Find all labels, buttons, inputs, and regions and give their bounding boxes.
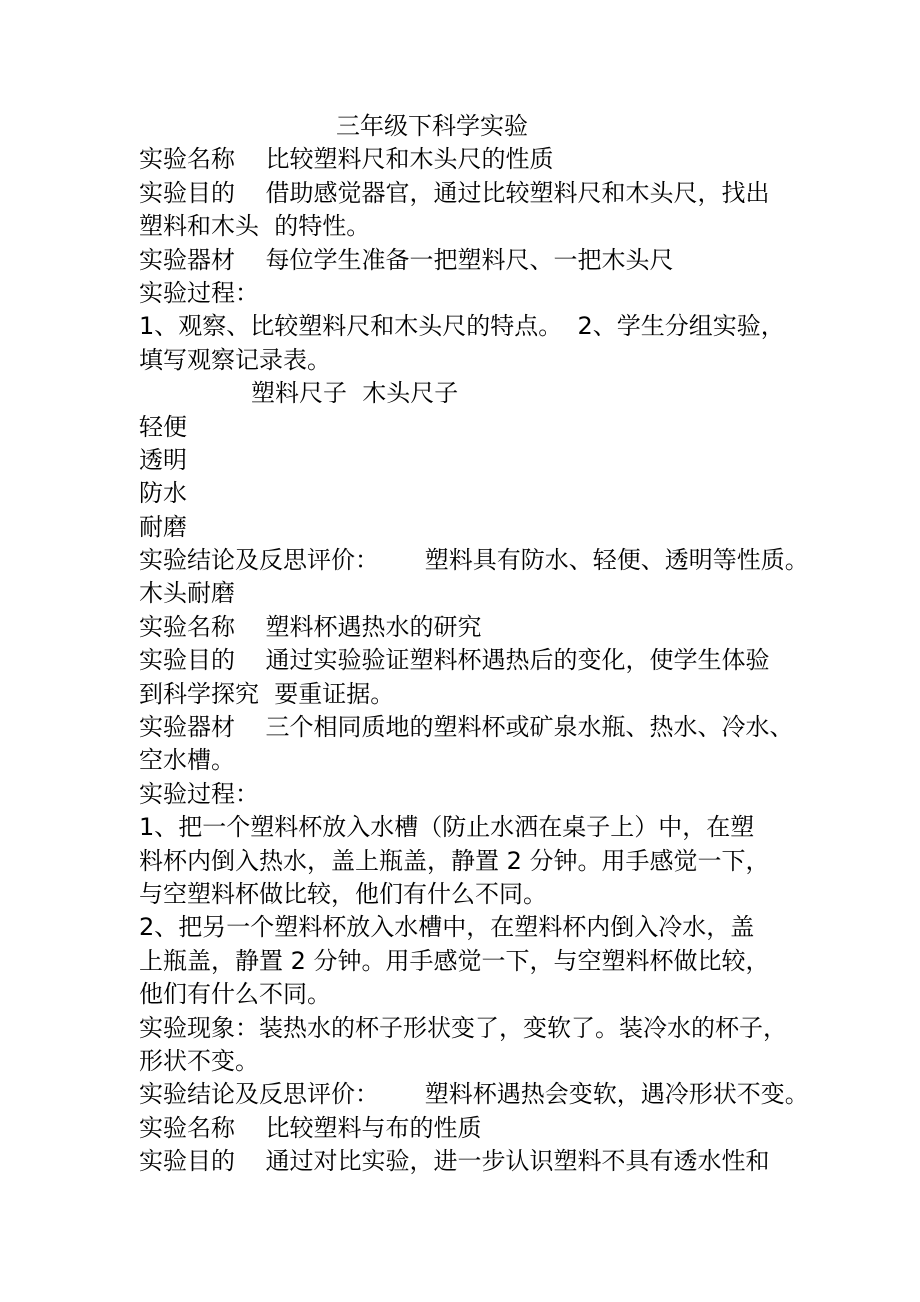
process-step-line: 1、把一个塑料杯放入水槽（防止水洒在桌子上）中，在塑 [139, 813, 755, 842]
process-step-line: 1、观察、比较塑料尺和木头尺的特点。 2、学生分组实验， [139, 312, 785, 341]
text-line: 到科学探究 要重证据。 [139, 679, 395, 708]
observation-row-label: 耐磨 [139, 512, 187, 541]
observation-row-label: 防水 [139, 479, 187, 508]
observation-table-header: 塑料尺子 木头尺子 [251, 379, 459, 408]
experiment-name-line: 实验名称 塑料杯遇热水的研究 [139, 612, 482, 641]
document-body [139, 110, 819, 1179]
text-line: 木头耐磨 [139, 579, 235, 608]
text-line: 与空塑料杯做比较，他们有什么不同。 [139, 879, 547, 908]
experiment-name-line: 实验名称 比较塑料尺和木头尺的性质 [139, 145, 554, 174]
phenomenon-line: 实验现象：装热水的杯子形状变了，变软了。装冷水的杯子， [139, 1013, 787, 1042]
text-line: 填写观察记录表。 [139, 345, 331, 374]
experiment-process-heading: 实验过程： [139, 779, 259, 808]
conclusion-line: 实验结论及反思评价： 塑料杯遇热会变软，遇冷形状不变。 [139, 1080, 809, 1109]
observation-row-label: 轻便 [139, 412, 187, 441]
observation-row-label: 透明 [139, 445, 187, 474]
experiment-purpose-line: 实验目的 借助感觉器官，通过比较塑料尺和木头尺，找出 [139, 178, 770, 207]
experiment-materials-line: 实验器材 三个相同质地的塑料杯或矿泉水瓶、热水、冷水、 [139, 713, 794, 742]
experiment-purpose-line: 实验目的 通过对比实验，进一步认识塑料不具有透水性和 [139, 1147, 770, 1176]
document-title: 三年级下科学实验 [336, 112, 528, 140]
text-line: 料杯内倒入热水，盖上瓶盖，静置 2 分钟。用手感觉一下， [139, 846, 770, 875]
text-line: 他们有什么不同。 [139, 980, 331, 1009]
text-line: 空水槽。 [139, 746, 235, 775]
text-line: 塑料和木头 的特性。 [139, 212, 371, 241]
process-step-line: 2、把另一个塑料杯放入水槽中，在塑料杯内倒入冷水，盖 [139, 913, 755, 942]
experiment-materials-line: 实验器材 每位学生准备一把塑料尺、一把木头尺 [139, 245, 674, 274]
experiment-name-line: 实验名称 比较塑料与布的性质 [139, 1113, 482, 1142]
experiment-process-heading: 实验过程： [139, 278, 259, 307]
conclusion-line: 实验结论及反思评价： 塑料具有防水、轻便、透明等性质。 [139, 546, 809, 575]
experiment-purpose-line: 实验目的 通过实验验证塑料杯遇热后的变化，使学生体验 [139, 646, 770, 675]
text-line: 形状不变。 [139, 1046, 259, 1075]
text-line: 上瓶盖，静置 2 分钟。用手感觉一下，与空塑料杯做比较， [139, 946, 770, 975]
